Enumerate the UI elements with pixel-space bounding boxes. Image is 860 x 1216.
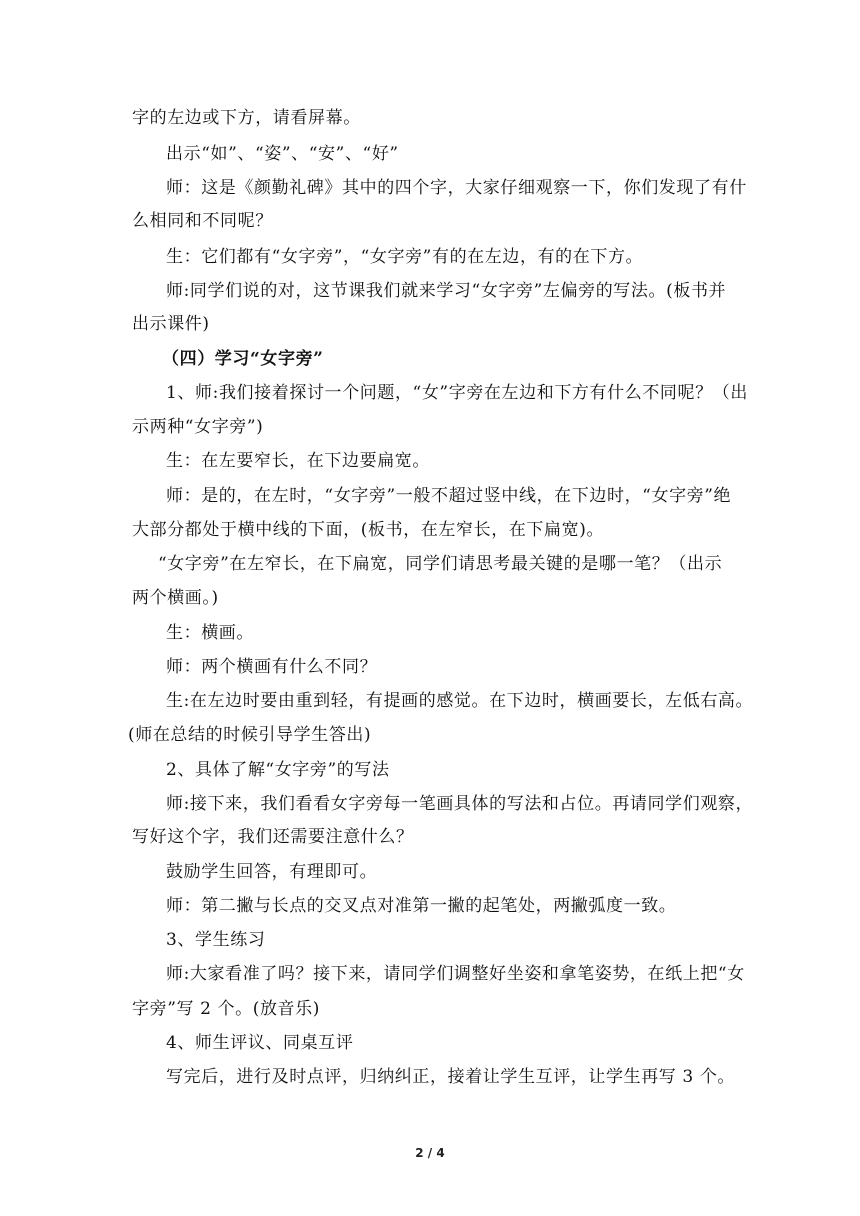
paragraph-line: 写完后，进行及时点评，归纳纠正，接着让学生互评，让学生再写 3 个。: [166, 1067, 736, 1087]
paragraph-line: 示两种“女字旁”): [132, 417, 264, 437]
paragraph-line: 生：横画。: [166, 623, 254, 643]
paragraph-line: 2、具体了解“女字旁”的写法: [166, 760, 390, 780]
paragraph-line: 大部分都处于横中线的下面，(板书，在左窄长，在下扁宽)。: [132, 520, 605, 540]
paragraph-line: 3、学生练习: [166, 930, 266, 950]
paragraph-line: 出示课件): [132, 314, 210, 334]
paragraph-line: 师：第二撇与长点的交叉点对准第一撇的起笔处，两撇弧度一致。: [166, 896, 677, 916]
paragraph-line: 生：在左要窄长，在下边要扁宽。: [166, 451, 430, 471]
paragraph-line: 师:接下来，我们看看女字旁每一笔画具体的写法和占位。再请同学们观察，: [166, 794, 754, 814]
paragraph-line: 字旁”写 2 个。(放音乐): [132, 999, 320, 1019]
paragraph-line: 师：两个横画有什么不同？: [166, 657, 378, 677]
paragraph-line: 生:在左边时要由重到轻，有提画的感觉。在下边时，横画要长，左低右高。: [166, 691, 754, 711]
paragraph-line: 生：它们都有“女字旁”，“女字旁”有的在左边，有的在下方。: [166, 247, 644, 267]
paragraph-line: 4、师生评议、同桌互评: [166, 1033, 354, 1053]
paragraph-line: 么相同和不同呢？: [132, 211, 273, 231]
paragraph-line: 字的左边或下方，请看屏幕。: [132, 108, 361, 128]
paragraph-line: (师在总结的时候引导学生答出): [128, 725, 372, 745]
paragraph-line: 1、师:我们接着探讨一个问题，“女”字旁在左边和下方有什么不同呢？（出: [166, 383, 748, 403]
paragraph-line: 出示“如”、“姿”、“安”、“好”: [166, 144, 399, 164]
paragraph-line: 师:同学们说的对，这节课我们就来学习“女字旁”左偏旁的写法。(板书并: [166, 281, 727, 301]
paragraph-line: 两个横画。): [132, 588, 219, 608]
paragraph-line: 鼓励学生回答，有理即可。: [166, 862, 378, 882]
paragraph-line: 师：是的，在左时，“女字旁”一般不超过竖中线，在下边时，“女字旁”绝: [166, 486, 732, 506]
paragraph-line: “女字旁”在左窄长，在下扁宽，同学们请思考最关键的是哪一笔？（出示: [158, 554, 723, 574]
section-heading: （四）学习“女字旁”: [162, 349, 324, 369]
paragraph-line: 写好这个字，我们还需要注意什么？: [132, 827, 414, 847]
paragraph-line: 师：这是《颜勤礼碑》其中的四个字，大家仔细观察一下，你们发现了有什: [166, 178, 747, 198]
paragraph-line: 师:大家看准了吗？接下来，请同学们调整好坐姿和拿笔姿势，在纸上把“女: [166, 964, 745, 984]
page-number: 2 / 4: [415, 1146, 445, 1160]
